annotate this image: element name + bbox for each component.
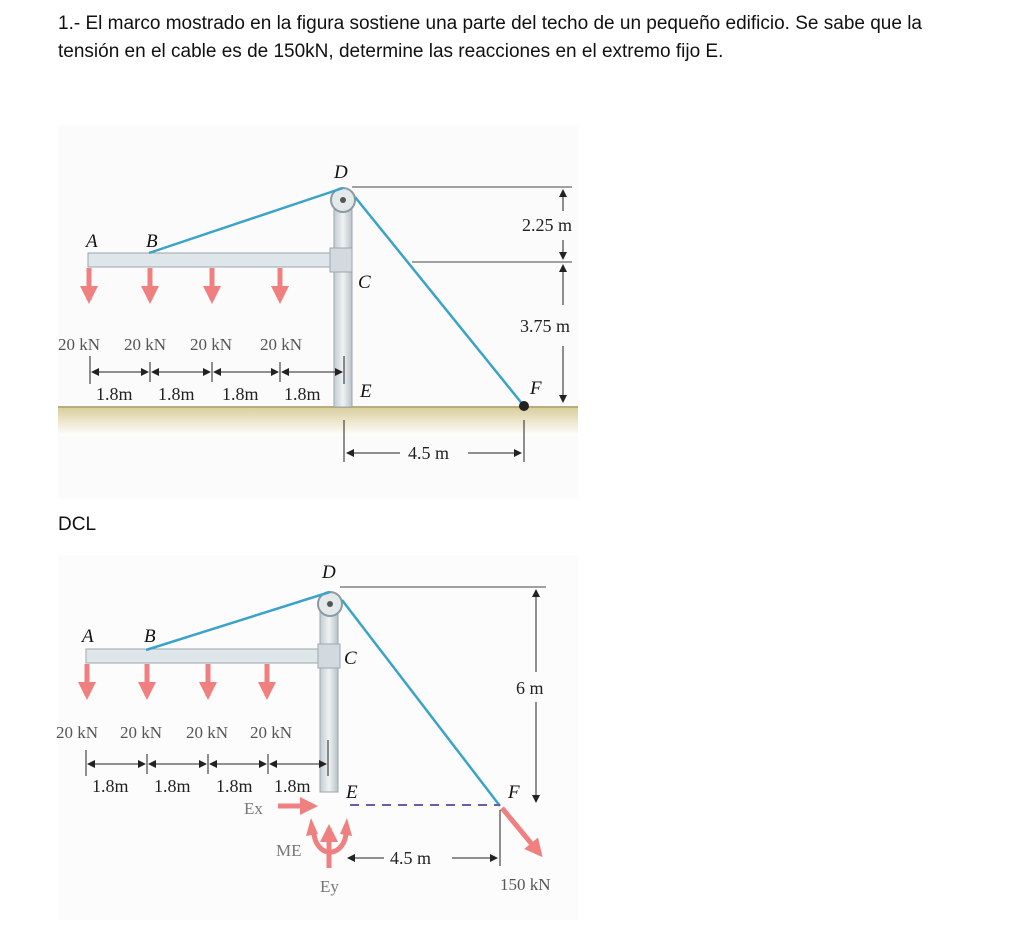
reaction-ex-label: Ex [244, 799, 263, 818]
spacing-4: 1.8m [284, 384, 321, 404]
load-3: 20 kN [190, 335, 233, 354]
dim-top: 2.25 m [522, 215, 573, 235]
dcl-label-a: A [82, 626, 94, 647]
moment-label: ME [276, 841, 302, 860]
load-4: 20 kN [260, 335, 303, 354]
dcl-dim-vertical: 6 m [516, 678, 544, 698]
tension-label: 150 kN [500, 875, 551, 894]
label-c: C [358, 272, 371, 293]
load-1: 20 kN [58, 335, 101, 354]
dcl-load-1: 20 kN [56, 723, 99, 742]
anchor-f [519, 401, 529, 411]
label-f: F [530, 378, 542, 399]
spacing-1: 1.8m [96, 384, 133, 404]
roof-beam [88, 253, 336, 267]
dcl-heading: DCL [58, 514, 97, 535]
load-2: 20 kN [124, 335, 167, 354]
dcl-load-3: 20 kN [186, 723, 229, 742]
dcl-spacing-3: 1.8m [216, 776, 253, 796]
dcl-dim-horizontal: 4.5 m [390, 848, 432, 868]
figure-2-dcl [56, 555, 578, 920]
dcl-label-b: B [144, 626, 156, 647]
joint-plate [330, 248, 352, 272]
column-dcl [320, 600, 338, 792]
dcl-load-4: 20 kN [250, 723, 293, 742]
dcl-spacing-2: 1.8m [154, 776, 191, 796]
dcl-load-2: 20 kN [120, 723, 163, 742]
figure-1-background [58, 126, 578, 498]
dcl-label-e: E [346, 782, 358, 803]
figure-1 [58, 126, 578, 498]
dcl-label-d: D [322, 562, 336, 583]
label-e: E [360, 381, 372, 402]
column [334, 196, 352, 407]
spacing-3: 1.8m [222, 384, 259, 404]
problem-statement: 1.- El marco mostrado en la figura sostiene una parte del techo de un pequeño edificio. Se sabe que la tensión en el cable es de 150kN, determine las reacciones en el extremo fijo E. [58, 13, 922, 62]
dcl-spacing-1: 1.8m [92, 776, 129, 796]
label-a: A [86, 231, 98, 252]
label-b: B [146, 231, 158, 252]
reaction-ey-label: Ey [320, 877, 339, 896]
dcl-label-c: C [344, 648, 357, 669]
ground [58, 406, 578, 436]
dim-horizontal: 4.5 m [408, 443, 450, 463]
label-d: D [334, 162, 348, 183]
dcl-spacing-4: 1.8m [274, 776, 311, 796]
roof-beam-dcl [86, 649, 328, 663]
dcl-label-f: F [508, 782, 520, 803]
dim-mid: 3.75 m [520, 316, 571, 336]
spacing-2: 1.8m [158, 384, 195, 404]
